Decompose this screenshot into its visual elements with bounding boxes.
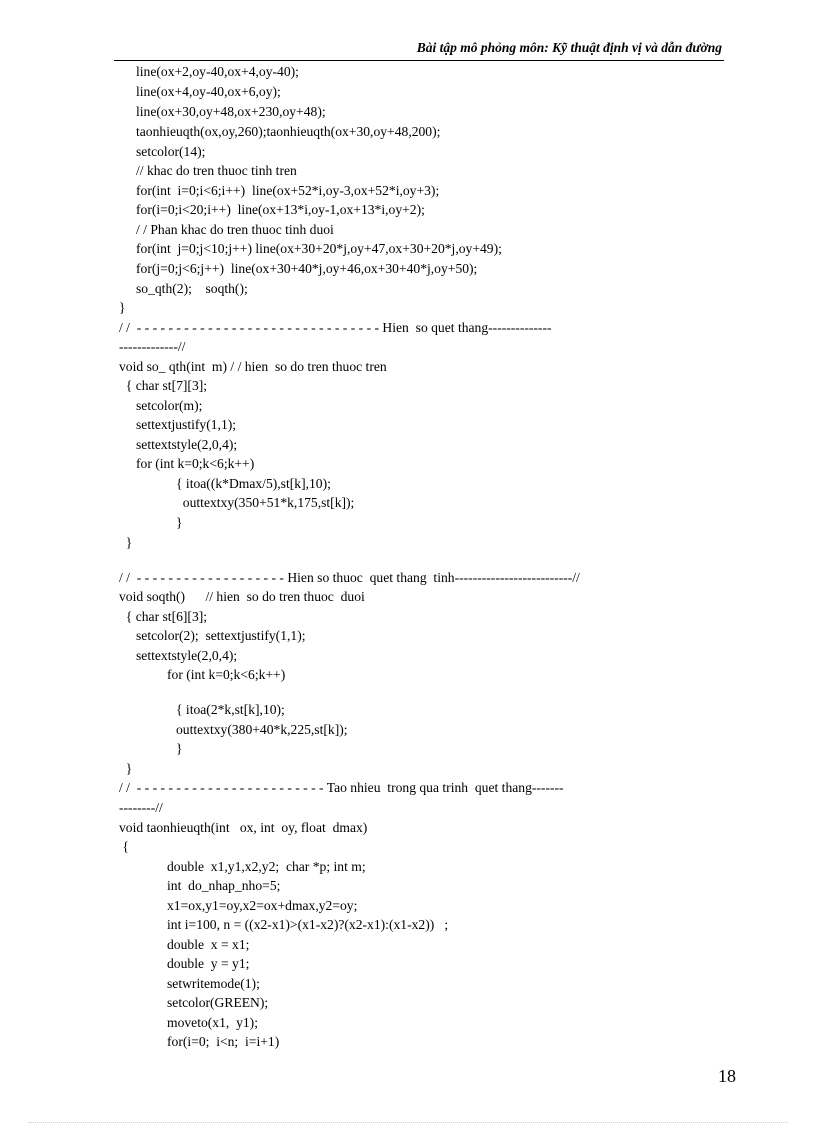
code-line: line(ox+4,oy-40,ox+6,oy); (136, 84, 281, 99)
code-line: settextjustify(1,1); (136, 417, 237, 432)
code-line: for(int j=0;j<10;j++) line(ox+30+20*j,oy+47,ox+30+20*j,oy+49); (136, 241, 502, 256)
code-line: setwritemode(1); (167, 976, 260, 991)
code-comment: / / - - - - - - - - - - - - - - - - - - - - - - - - - - - - - - - Hien so quet thang-------------- (119, 320, 552, 335)
code-line: for (int k=0;k<6;k++) (167, 667, 286, 682)
page-header (114, 38, 724, 61)
code-line: } (119, 761, 133, 776)
code-line: setcolor(14); (136, 144, 206, 159)
code-line: void taonhieuqth(int ox, int oy, float dmax) (119, 820, 368, 835)
code-line: void so_ qth(int m) / / hien so do tren thuoc tren (119, 359, 387, 374)
code-line: { char st[6][3]; (119, 609, 208, 624)
code-line: line(ox+30,oy+48,ox+230,oy+48); (136, 104, 326, 119)
code-line: { itoa((k*Dmax/5),st[k],10); (176, 476, 331, 491)
code-line: for(i=0; i<n; i=i+1) (167, 1034, 280, 1049)
code-line: } (119, 300, 126, 315)
code-line: double x1,y1,x2,y2; char *p; int m; (167, 859, 366, 874)
code-line: line(ox+2,oy-40,ox+4,oy-40); (136, 64, 299, 79)
code-comment: / / Phan khac do tren thuoc tinh duoi (136, 222, 334, 237)
code-line: { char st[7][3]; (119, 378, 208, 393)
code-line: setcolor(2); settextjustify(1,1); (136, 628, 306, 643)
page-number: 18 (718, 1066, 736, 1086)
code-line: for(j=0;j<6;j++) line(ox+30+40*j,oy+46,ox+30+40*j,oy+50); (136, 261, 478, 276)
code-line: } (176, 515, 183, 530)
code-line: outtextxy(350+51*k,175,st[k]); (176, 495, 355, 510)
code-line: outtextxy(380+40*k,225,st[k]); (176, 722, 348, 737)
code-line: settextstyle(2,0,4); (136, 437, 238, 452)
code-line: for(i=0;i<20;i++) line(ox+13*i,oy-1,ox+13*i,oy+2); (136, 202, 425, 217)
code-line: x1=ox,y1=oy,x2=ox+dmax,y2=oy; (167, 898, 358, 913)
code-line: setcolor(GREEN); (167, 995, 269, 1010)
code-line: { (119, 839, 129, 854)
code-line: } (176, 741, 183, 756)
code-line: double y = y1; (167, 956, 250, 971)
code-line: settextstyle(2,0,4); (136, 648, 238, 663)
code-line: } (119, 535, 133, 550)
code-line: int i=100, n = ((x2-x1)>(x1-x2)?(x2-x1):(x1-x2)) ; (167, 917, 449, 932)
code-line: so_qth(2); soqth(); (136, 281, 248, 296)
code-comment: --------// (119, 800, 163, 815)
header-title: Bài tập mô phỏng môn: Kỹ thuật định vị và dẫn đường (416, 40, 722, 55)
code-line: double x = x1; (167, 937, 250, 952)
code-line: moveto(x1, y1); (167, 1015, 258, 1030)
code-line: void soqth() // hien so do tren thuoc duoi (119, 589, 365, 604)
code-comment: -------------// (119, 339, 186, 354)
code-line: taonhieuqth(ox,oy,260);taonhieuqth(ox+30,oy+48,200); (136, 124, 441, 139)
code-comment: / / - - - - - - - - - - - - - - - - - - - - - - - - Tao nhieu trong qua trinh quet thang------- (119, 780, 564, 795)
code-line: int do_nhap_nho=5; (167, 878, 281, 893)
code-comment: // khac do tren thuoc tinh tren (136, 163, 297, 178)
code-line: setcolor(m); (136, 398, 203, 413)
code-line: for (int k=0;k<6;k++) (136, 456, 255, 471)
code-line: { itoa(2*k,st[k],10); (176, 702, 285, 717)
code-line: for(int i=0;i<6;i++) line(ox+52*i,oy-3,ox+52*i,oy+3); (136, 183, 440, 198)
code-comment: / / - - - - - - - - - - - - - - - - - - - Hien so thuoc quet thang tinh--------------------------// (119, 570, 580, 585)
